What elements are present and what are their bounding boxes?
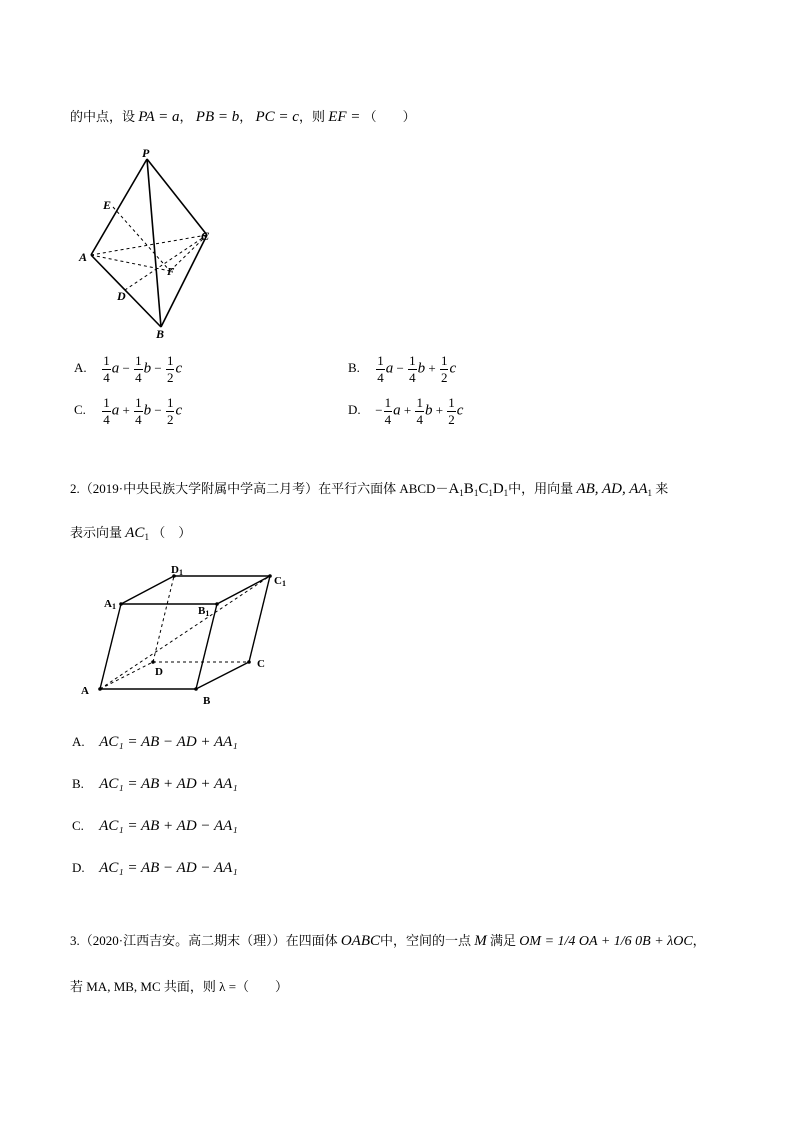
q2-source-and-prefix: 2.（2019·中央民族大学附属中学高二月考）在平行六面体 ABCD－: [70, 481, 449, 496]
q2-label-d: D: [155, 666, 163, 678]
q2-label-c1: C1: [274, 575, 286, 588]
q3-stem-line1: 3.（2020·江西吉安。高二期末（理））在四面体 OABC中，空间的一点 M 满足 OM = 1/4 OA + 1/6 0B + λOC，: [70, 933, 706, 949]
q1-then: ，则: [298, 109, 325, 124]
q1-tetrahedron-figure: [75, 145, 225, 345]
q2-label-c: C: [257, 658, 265, 670]
q2-target-vector: AC: [125, 525, 145, 541]
q2-label-a: A: [81, 685, 89, 697]
q2-stem-line2: 表示向量 $AC_1$ （ ）: [70, 525, 192, 542]
q2-label-d1: D1: [171, 564, 183, 577]
q1-option-b-label: B.: [348, 360, 360, 376]
q2-option-d-expr: AC₁ = AB − AD − AA₁: [99, 860, 238, 876]
q1-option-b[interactable]: B. $\frac{1}{4}$ a − $\frac{1}{4}$ b + $\frac{1}{2}$ c: [348, 353, 457, 385]
q2-answer-paren: （ ）: [152, 525, 192, 540]
q2-option-c[interactable]: [72, 818, 238, 835]
q3-source-and-prefix: 3.（2020·江西吉安。高二期末（理））在四面体: [70, 933, 338, 948]
q3-point: M: [474, 933, 487, 949]
q2-option-c-expr: AC₁ = AB + AD − AA₁: [99, 818, 238, 834]
q2-parallelepiped-figure: [78, 562, 303, 710]
q2-line1-end: 来: [655, 481, 669, 496]
q1-stem: 的中点，设 PA = a， PB = b， PC = c，则 EF = （ ）: [70, 109, 416, 125]
q2-option-c-label: C.: [72, 818, 84, 833]
q1-label-d: D: [117, 289, 126, 303]
q1-label-b: B: [156, 327, 165, 341]
q3-expression: OM = 1/4 OA + 1/6 0B + λOC: [519, 934, 693, 949]
q1-vector-pa: PA = a: [138, 109, 180, 125]
q1-option-a[interactable]: A. $\frac{1}{4}$ a − $\frac{1}{4}$ b − $\frac{1}{2}$ c: [74, 353, 183, 385]
q1-label-p: P: [142, 146, 150, 160]
q3-satisfy: 满足: [490, 933, 517, 948]
q1-vector-pb: PB = b: [195, 109, 240, 125]
q2-option-a-label: A.: [72, 734, 85, 749]
q2-label-b: B: [203, 695, 211, 707]
q2-label-a1: A1: [104, 598, 116, 611]
q1-label-e: E: [103, 198, 112, 212]
q2-option-d[interactable]: [72, 860, 238, 877]
q1-option-d-label: D.: [348, 402, 361, 418]
q3-line1-mid: 中，空间的一点: [380, 933, 472, 948]
q1-option-d[interactable]: D. − $\frac{1}{4}$ a + $\frac{1}{4}$ b + $\frac{1}{2}$ c: [348, 395, 464, 427]
q2-basis-vectors: AB, AD, AA: [576, 481, 648, 497]
q3-stem-line2: [70, 976, 288, 995]
q2-line1-mid: 中，用向量: [508, 481, 574, 496]
q2-option-a-expr: AC₁ = AB − AD + AA₁: [99, 734, 238, 750]
q1-option-c-label: C.: [74, 402, 86, 418]
q1-label-a: A: [79, 250, 88, 264]
q1-stem-intro: 的中点，设: [70, 109, 136, 124]
q1-label-c: C: [201, 229, 210, 243]
q1-vector-pc: PC = c: [255, 109, 299, 125]
q2-label-b1: B1: [198, 605, 210, 618]
q1-target: EF =: [328, 109, 361, 125]
q3-tetrahedron-name: OABC: [340, 933, 381, 949]
q1-option-c[interactable]: C. $\frac{1}{4}$ a + $\frac{1}{4}$ b − $\frac{1}{2}$ c: [74, 395, 183, 427]
q2-option-a[interactable]: [72, 734, 238, 751]
q1-label-f: F: [167, 266, 175, 278]
q1-answer-paren: （ ）: [363, 109, 416, 124]
q2-option-b[interactable]: [72, 776, 238, 793]
q3-line2: 若 MA, MB, MC 共面，则 λ =（ ）: [70, 979, 289, 994]
q2-option-d-label: D.: [72, 860, 85, 875]
q2-line2-prefix: 表示向量: [70, 525, 123, 540]
q2-option-b-expr: AC₁ = AB + AD + AA₁: [99, 776, 238, 792]
q2-stem-line1: 2.（2019·中央民族大学附属中学高二月考）在平行六面体 $ABCD-A_1B_1C_1D_1$中，用向量 AB, AD, $AA_1$ 来: [70, 481, 669, 498]
q1-option-a-label: A.: [74, 360, 87, 376]
q2-option-b-label: B.: [72, 776, 84, 791]
